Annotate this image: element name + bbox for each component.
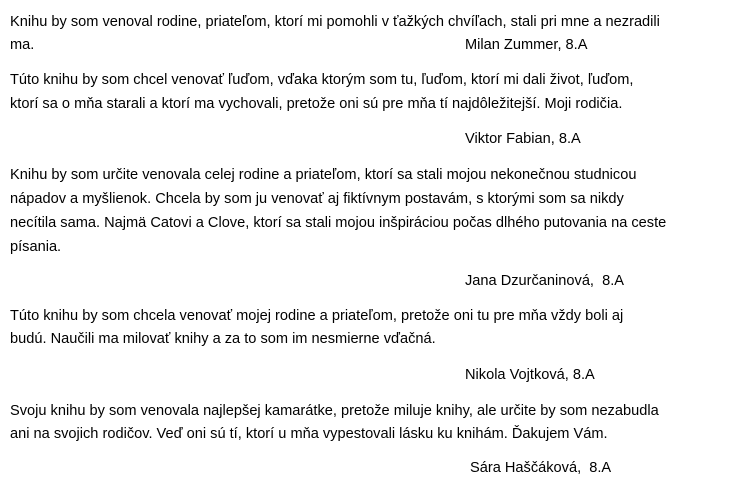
dedication-text-line: necítila sama. Najmä Catovi a Clove, ktorí sa stali mojou inšpiráciou počas dlhého putovania na ceste <box>10 215 667 231</box>
signature: Jana Dzurčaninová, 8.A <box>465 273 624 289</box>
signature: Nikola Vojtková, 8.A <box>465 367 595 383</box>
dedication-text-line: budú. Naučili ma milovať knihy a za to som im nesmierne vďačná. <box>10 331 436 347</box>
dedication-text-line: ani na svojich rodičov. Veď oni sú tí, ktorí u mňa vypestovali lásku ku knihám. Ďakujem Vám. <box>10 426 608 442</box>
signature: Milan Zummer, 8.A <box>465 37 588 53</box>
dedication-text-line: nápadov a myšlienok. Chcela by som ju venovať aj fiktívnym postavám, s ktorými som sa nikdy <box>10 191 624 207</box>
dedication-text-line: ktorí sa o mňa starali a ktorí ma vychovali, pretože oni sú pre mňa tí najdôležitejší. Moji rodičia. <box>10 96 623 112</box>
dedication-text-line: ma. <box>10 37 35 53</box>
dedication-text-line: Knihu by som venoval rodine, priateľom, ktorí mi pomohli v ťažkých chvíľach, stali pri mne a nezradili <box>10 14 660 30</box>
signature: Sára Haščáková, 8.A <box>470 460 612 476</box>
dedication-text-line: písania. <box>10 239 62 255</box>
signature: Viktor Fabian, 8.A <box>465 131 581 147</box>
dedication-text-line: Túto knihu by som chcela venovať mojej rodine a priateľom, pretože oni tu pre mňa vždy boli aj <box>10 308 624 324</box>
dedication-text-line: Knihu by som určite venovala celej rodine a priateľom, ktorí sa stali mojou nekonečnou studnicou <box>10 167 637 183</box>
dedication-text-line: Svoju knihu by som venovala najlepšej kamarátke, pretože miluje knihy, ale určite by som nezabudla <box>10 403 659 419</box>
dedication-text-line: Túto knihu by som chcel venovať ľuďom, vďaka ktorým som tu, ľuďom, ktorí mi dali život, ľuďom, <box>10 72 634 88</box>
